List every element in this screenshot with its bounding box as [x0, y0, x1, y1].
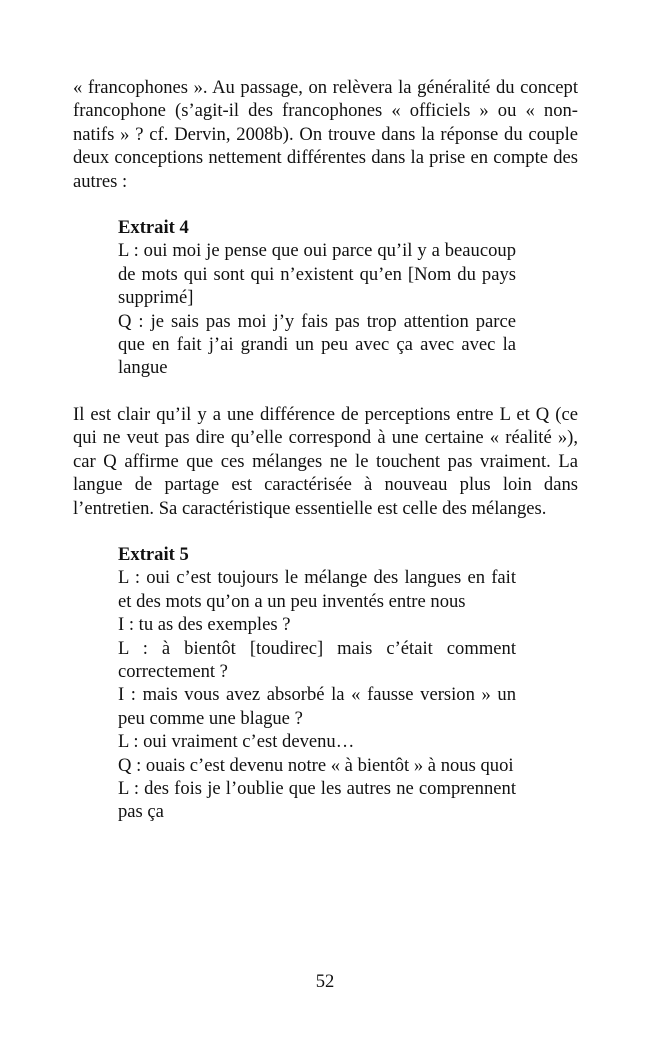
extract-5-line-6: Q : ouais c’est devenu notre « à bientôt » à nous quoi	[118, 754, 514, 776]
extract-4	[73, 216, 516, 380]
extract-4-line-l: L : oui moi je pense que oui parce qu’il y a beaucoup de mots qui sont qui n’existent qu’en [Nom du pays supprimé]	[118, 240, 516, 309]
extract-5-line-7: L : des fois je l’oublie que les autres ne comprennent pas ça	[118, 777, 516, 823]
extract-5-line-1: L : oui c’est toujours le mélange des langues en fait et des mots qu’on a un peu inventés entre nous	[118, 567, 516, 612]
extract-4-title: Extrait 4	[118, 217, 189, 239]
extract-5-line-5: L : oui vraiment c’est devenu…	[118, 731, 355, 753]
extract-5-line-2: I : tu as des exemples ?	[118, 614, 291, 636]
extract-5	[73, 543, 516, 824]
paragraph-analysis: Il est clair qu’il y a une différence de perceptions entre L et Q (ce qui ne veut pas dire qu’elle correspond à une certaine « réalité »), car Q affirme que ces mélanges ne le touchent pas vraiment. La langue de partage est caractérisée à nouveau plus loin dans l’entretien. Sa caractéristique essentielle est celle des mélanges.	[73, 403, 578, 519]
extract-5-line-4: I : mais vous avez absorbé la « fausse version » un peu comme une blague ?	[118, 684, 516, 729]
spacer	[73, 380, 578, 403]
extract-4-line-q: Q : je sais pas moi j’y fais pas trop attention parce que en fait j’ai grandi un peu avec ça avec avec la langue	[118, 310, 516, 379]
page-content	[73, 76, 578, 824]
extract-5-title: Extrait 5	[118, 543, 189, 565]
page-number: 52	[315, 971, 335, 992]
paragraph-intro: « francophones ». Au passage, on relèvera la généralité du concept francophone (s’agit-il des francophones « officiels » ou « non-natifs » ? cf. Dervin, 2008b). On trouve dans la réponse du couple deux conceptions nettement différentes dans la prise en compte des autres :	[73, 77, 578, 192]
extract-5-line-3: L : à bientôt [toudirec] mais c’était comment correctement ?	[118, 637, 516, 682]
